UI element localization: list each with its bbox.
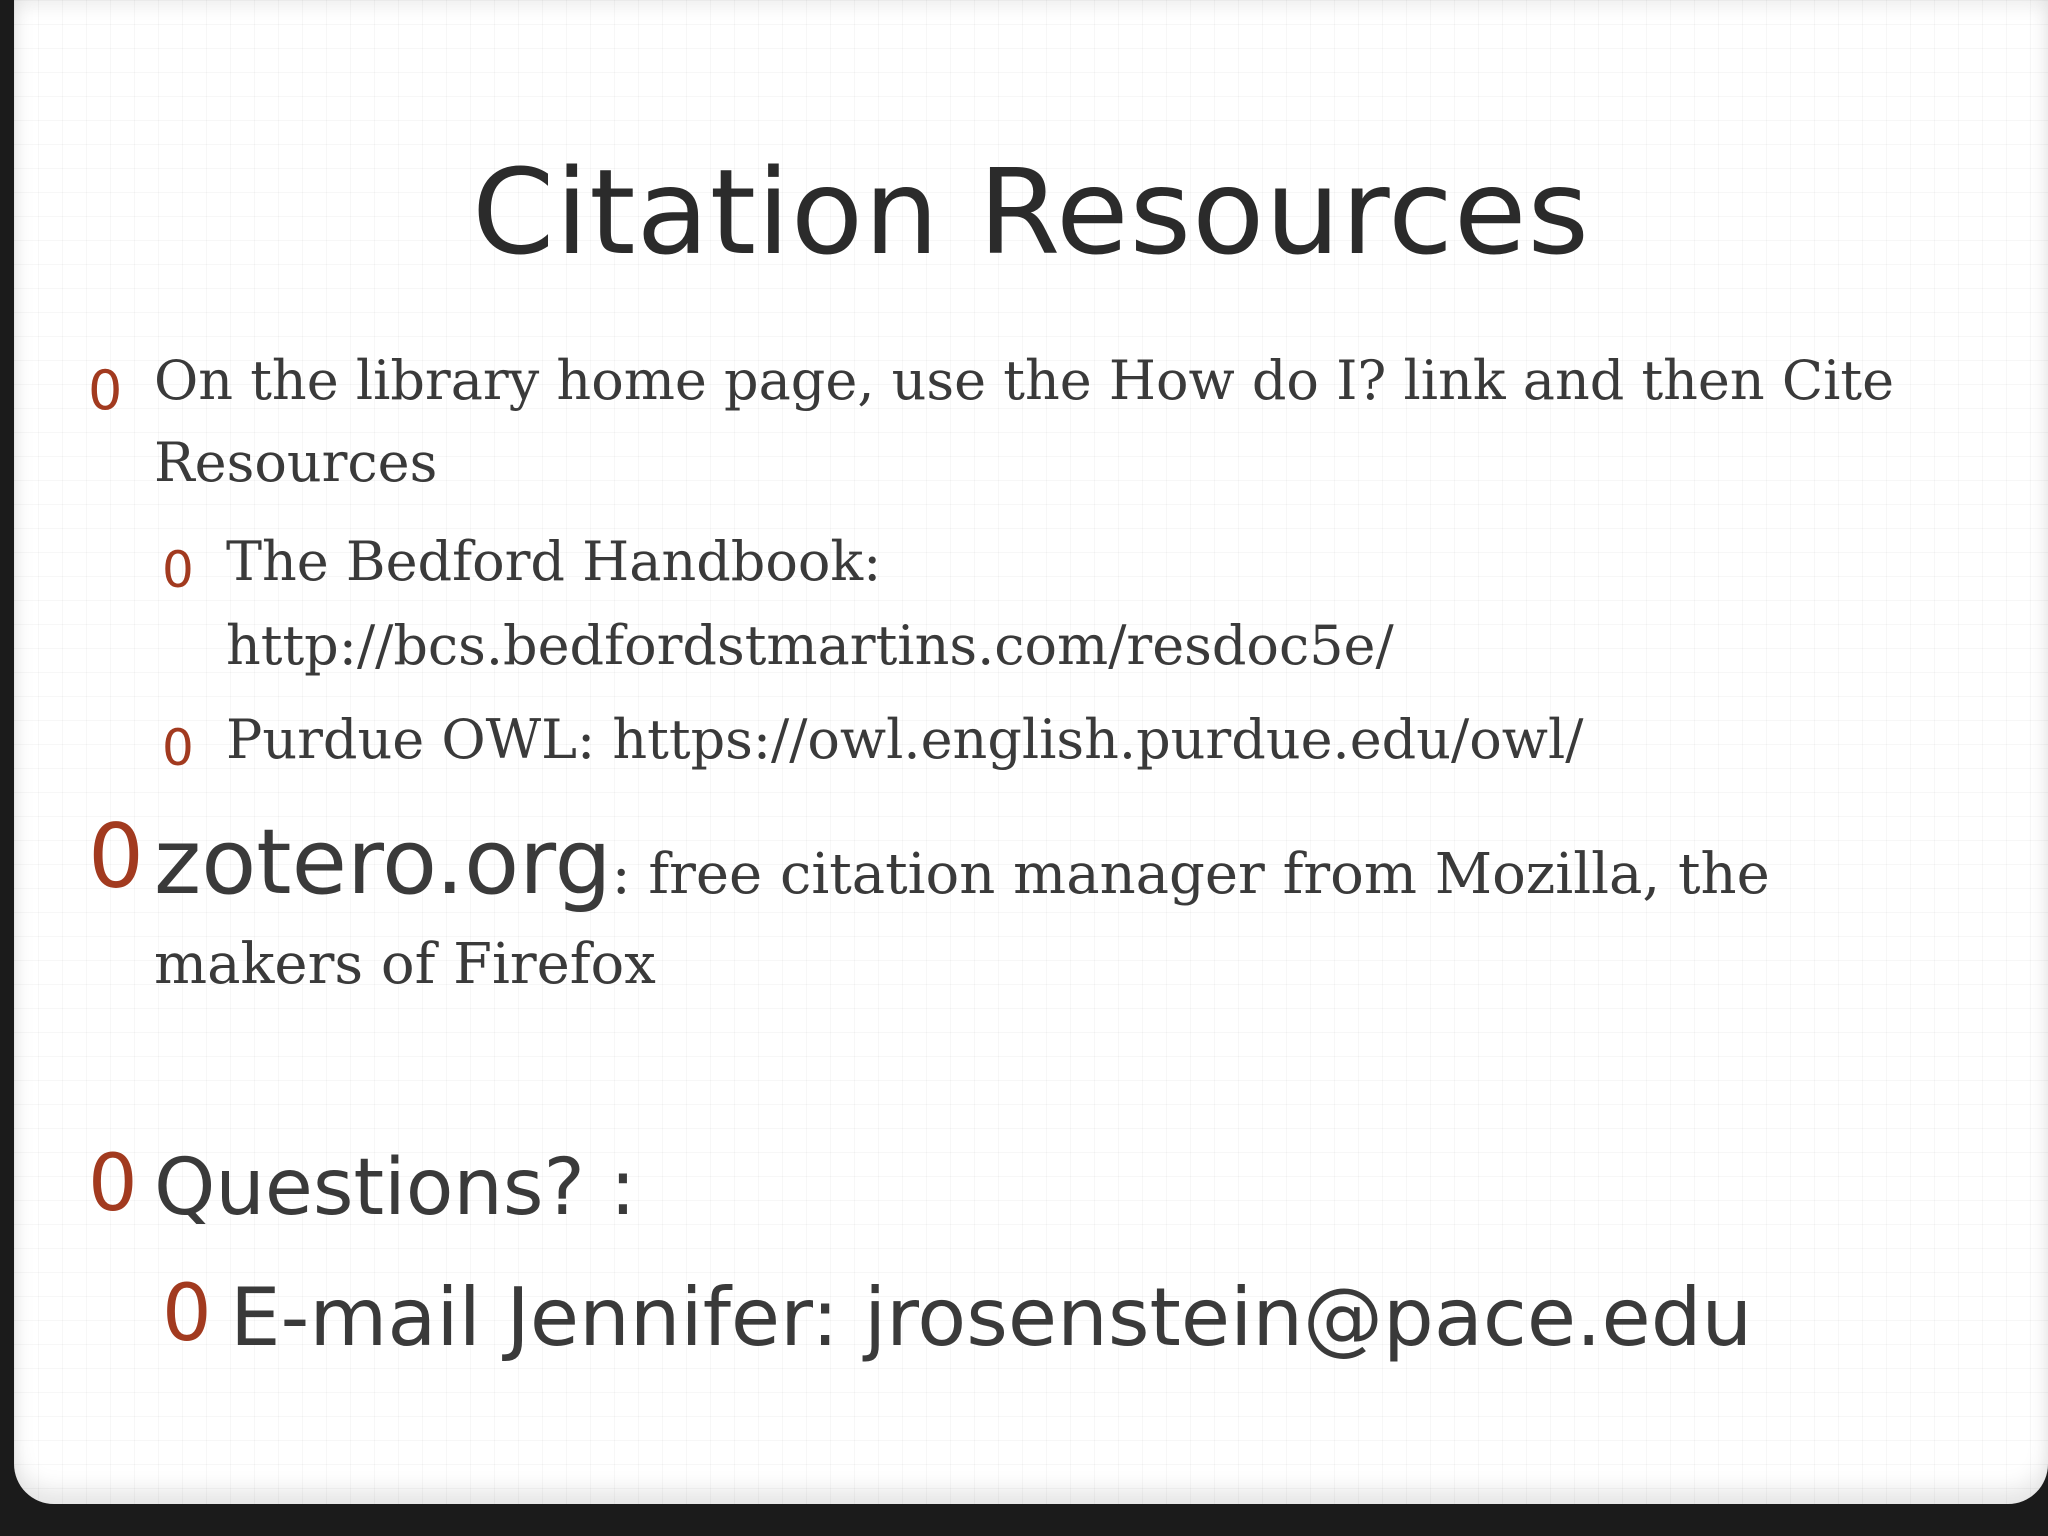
- bullet-text: Questions? :: [154, 1143, 636, 1233]
- slide-title: Citation Resources: [472, 143, 1590, 281]
- bullet-item-zotero: [88, 805, 1988, 1010]
- bullet-text: The Bedford Handbook: http://bcs.bedfordstmartins.com/resdoc5e/: [226, 530, 1394, 677]
- bullet-text: E-mail Jennifer: jrosenstein@pace.edu: [230, 1271, 1753, 1364]
- bullet-text: On the library home page, use the How do I? link and then Cite Resources: [154, 349, 1895, 494]
- bullet-marker: 0: [162, 719, 194, 777]
- bullet-marker: 0: [162, 541, 194, 599]
- bullet-item-questions: [88, 1138, 1988, 1238]
- sub-bullet-purdue-owl: [162, 700, 1982, 780]
- zotero-description: : free citation manager from Mozilla, the makers of Firefox: [154, 842, 1770, 997]
- bullet-marker: 0: [88, 1139, 138, 1229]
- bullet-text: [88, 810, 1988, 1010]
- zotero-link-text: zotero.org: [154, 810, 612, 915]
- sub-bullet-email-contact: [162, 1268, 2042, 1368]
- bullet-marker: 0: [88, 805, 144, 908]
- bullet-marker: 0: [88, 359, 123, 422]
- slide: [14, 0, 2048, 1504]
- bullet-text: Purdue OWL: https://owl.english.purdue.edu/owl/: [226, 708, 1584, 771]
- sub-bullet-bedford-handbook: [162, 520, 1982, 688]
- bullet-marker: 0: [162, 1269, 212, 1359]
- bullet-item-library-home: [88, 340, 2008, 504]
